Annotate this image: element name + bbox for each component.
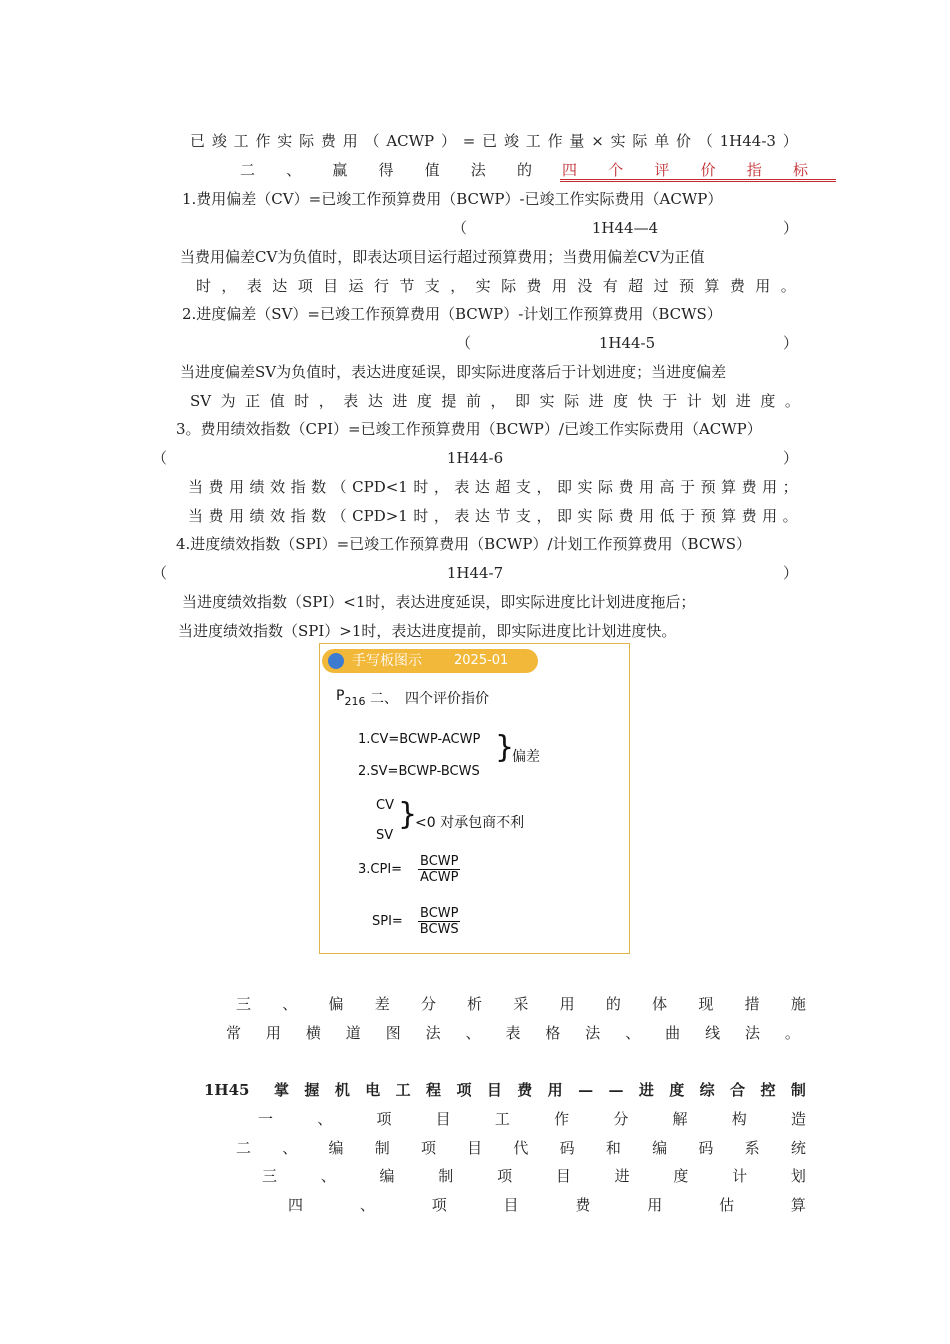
text-token: 四: [562, 161, 578, 179]
text-token: 道: [345, 1024, 361, 1042]
text-token: —: [578, 1081, 594, 1099]
text-token: 指: [746, 161, 762, 179]
text-token: 计: [732, 1167, 748, 1185]
text-token: （: [697, 132, 713, 150]
text-token: 、: [465, 1024, 481, 1042]
text-token: 费: [208, 507, 224, 525]
text-token: 计: [686, 392, 702, 410]
text-token: 用: [229, 478, 245, 496]
text-token: 达: [474, 478, 490, 496]
text-token: 际: [597, 478, 613, 496]
text-token: 二: [240, 161, 256, 179]
board-title: 手写板图示: [352, 653, 422, 669]
text-token: 值: [424, 161, 440, 179]
text-token: 。: [780, 277, 796, 295]
text-token: ，: [490, 392, 506, 410]
text-token: 项: [420, 1139, 436, 1157]
text-token: 构: [731, 1110, 747, 1128]
text-token: 、: [286, 161, 302, 179]
text-token: 低: [659, 507, 675, 525]
text-token: ）: [782, 449, 798, 467]
text-token: 实: [610, 132, 626, 150]
text-token: 正: [245, 392, 261, 410]
text-token: 进: [735, 392, 751, 410]
board-label-unfavorable: <0 对承包商不利: [415, 815, 525, 831]
text-token: ）: [782, 132, 798, 150]
text-token: 时: [294, 392, 310, 410]
text-token: 算: [721, 478, 737, 496]
text-token: 工: [525, 132, 541, 150]
text-token: 预: [700, 507, 716, 525]
text-token: 码: [559, 1139, 575, 1157]
text-token: 的: [605, 995, 621, 1013]
text-token: SV: [190, 392, 212, 410]
text-token: 行: [373, 277, 389, 295]
cv-explanation-cont: [196, 276, 796, 296]
text-token: 指: [290, 507, 306, 525]
text-token: 目: [467, 1139, 483, 1157]
text-token: 绩: [249, 478, 265, 496]
text-token: 当: [188, 478, 204, 496]
text-token: ，: [536, 507, 552, 525]
cv-formula: 1.费用偏差（CV）=已竣工作预算费用（BCWP）-已竣工作实际费用（ACWP）: [182, 190, 723, 208]
text-token: 达: [272, 277, 288, 295]
text-token: 。: [784, 392, 800, 410]
text-token: 高: [659, 478, 675, 496]
text-token: 目: [555, 1167, 571, 1185]
text-token: 法: [425, 1024, 441, 1042]
text-token: 超: [495, 478, 511, 496]
text-token: 竣: [503, 132, 519, 150]
text-token: 前: [465, 392, 481, 410]
text-token: 格: [545, 1024, 561, 1042]
text-token: 个: [608, 161, 624, 179]
text-token: 横: [305, 1024, 321, 1042]
board-item-spi: SPI=: [372, 914, 403, 929]
text-token: 1H44-3: [719, 132, 776, 150]
text-token: 作: [255, 132, 271, 150]
text-token: （: [152, 564, 168, 582]
text-token: 费: [320, 132, 336, 150]
text-token: 项: [431, 1196, 447, 1214]
text-token: 四: [288, 1196, 304, 1214]
text-token: 图: [385, 1024, 401, 1042]
cpi-formula-number: [152, 448, 798, 468]
text-token: 费: [517, 1081, 533, 1099]
text-token: 实: [277, 132, 293, 150]
text-token: 时: [413, 478, 429, 496]
item-cost-estimate: [288, 1195, 806, 1215]
text-token: 程: [426, 1081, 442, 1099]
board-item-cv: 1.CV=BCWP-ACWP: [358, 732, 481, 747]
text-token: 用: [762, 478, 778, 496]
text-token: 为: [220, 392, 236, 410]
text-token: 一: [258, 1110, 274, 1128]
text-token: 评: [654, 161, 670, 179]
text-token: 控: [760, 1081, 776, 1099]
text-token: 算: [704, 277, 720, 295]
text-token: 编: [652, 1139, 668, 1157]
board-title-tab: [322, 649, 538, 673]
text-token: 用: [342, 132, 358, 150]
cpi-explanation-1: [188, 477, 798, 497]
spi-explanation-1: 当进度绩效指数（SPI）<1时，表达进度延误，即实际进度比计划进度拖后；: [182, 593, 696, 611]
text-token: 已: [190, 132, 206, 150]
text-token: 码: [698, 1139, 714, 1157]
text-token: 综: [699, 1081, 715, 1099]
board-date: 2025-01: [454, 653, 509, 668]
text-token: 数: [311, 507, 327, 525]
text-token: 费: [526, 277, 542, 295]
text-token: 费: [618, 478, 634, 496]
text-token: 的: [516, 161, 532, 179]
text-token: 绩: [249, 507, 265, 525]
board-page-ref: $P_{216}$: [336, 688, 366, 708]
section-heading-earned-value: [240, 160, 532, 180]
text-token: 表: [454, 507, 470, 525]
text-token: 法: [470, 161, 486, 179]
cv-formula-number: [452, 218, 798, 238]
text-token: 于: [662, 392, 678, 410]
text-token: 度: [760, 392, 776, 410]
text-token: ，: [433, 507, 449, 525]
text-token: 支: [424, 277, 440, 295]
text-token: 目: [486, 1081, 502, 1099]
text-token: ，: [450, 277, 466, 295]
text-token: 、: [625, 1024, 641, 1042]
text-token: ；: [782, 478, 798, 496]
text-token: 得: [378, 161, 394, 179]
text-token: 提: [441, 392, 457, 410]
text-token: 分: [613, 1110, 629, 1128]
cpi-formula: 3。费用绩效指数（CPI）=已竣工作预算费用（BCWP）/已竣工作实际费用（ACWP）: [176, 420, 762, 438]
item-wbs: [258, 1109, 806, 1129]
item-schedule: [262, 1166, 806, 1186]
text-token: 用: [551, 277, 567, 295]
text-token: 值: [269, 392, 285, 410]
text-token: 。: [784, 1024, 800, 1042]
text-token: 度: [673, 1167, 689, 1185]
text-token: 解: [672, 1110, 688, 1128]
cpi-fraction: BCWP ACWP: [420, 854, 459, 885]
text-token: 、: [282, 995, 298, 1013]
board-heading: 二、 四个评价指价: [370, 691, 489, 707]
text-token: 用: [229, 507, 245, 525]
text-token: 项: [497, 1167, 513, 1185]
text-token: =: [462, 132, 476, 150]
text-token: 差: [374, 995, 390, 1013]
text-token: 项: [456, 1081, 472, 1099]
text-token: 措: [744, 995, 760, 1013]
red-underline-2: [560, 181, 836, 182]
text-token: 电: [365, 1081, 381, 1099]
board-cv: CV: [376, 798, 394, 813]
text-token: 划: [790, 1167, 806, 1185]
text-token: 法: [585, 1024, 601, 1042]
text-token: 标: [792, 161, 808, 179]
text-token: 价: [700, 161, 716, 179]
text-token: ×: [591, 132, 604, 150]
text-token: 目: [435, 1110, 451, 1128]
section-three-methods: [226, 1023, 800, 1043]
text-token: 算: [790, 1196, 806, 1214]
text-token: 表: [343, 392, 359, 410]
text-token: 费: [575, 1196, 591, 1214]
text-token: 和: [605, 1139, 621, 1157]
text-token: 用: [647, 1196, 663, 1214]
text-token: 际: [597, 507, 613, 525]
text-token: 竣: [211, 132, 227, 150]
text-token: 赢: [332, 161, 348, 179]
formula-acwp-line: [190, 131, 798, 151]
text-token: 支: [515, 507, 531, 525]
text-token: 统: [790, 1139, 806, 1157]
text-token: 项: [376, 1110, 392, 1128]
text-token: 进: [614, 1167, 630, 1185]
text-token: 时: [196, 277, 212, 295]
text-token: 费: [618, 507, 634, 525]
brace-2: }: [398, 797, 418, 832]
text-token: 费: [741, 478, 757, 496]
text-token: 当: [188, 507, 204, 525]
text-token: 二: [236, 1139, 252, 1157]
text-token: 项: [297, 277, 313, 295]
text-token: 用: [265, 1024, 281, 1042]
text-token: ）: [782, 564, 798, 582]
spi-fraction: BCWP BCWS: [419, 906, 459, 937]
brace-1: }: [495, 730, 515, 765]
text-token: 节: [495, 507, 511, 525]
text-token: —: [608, 1081, 624, 1099]
text-token: 合: [730, 1081, 746, 1099]
text-token: 效: [270, 507, 286, 525]
cpi-explanation-2: [188, 506, 798, 526]
text-token: 三: [236, 995, 252, 1013]
text-token: 制: [438, 1167, 454, 1185]
spi-explanation-2: 当进度绩效指数（SPI）>1时，表达进度提前，即实际进度比计划进度快。: [178, 622, 677, 640]
text-token: 节: [399, 277, 415, 295]
text-token: 分: [420, 995, 436, 1013]
text-token: 达: [367, 392, 383, 410]
board-sv: SV: [376, 828, 394, 843]
text-token: 快: [637, 392, 653, 410]
text-token: 三: [262, 1167, 278, 1185]
text-token: 即: [556, 478, 572, 496]
text-token: 进: [588, 392, 604, 410]
text-token: 握: [304, 1081, 320, 1099]
text-token: 目: [323, 277, 339, 295]
text-token: 作: [554, 1110, 570, 1128]
text-token: 于: [680, 507, 696, 525]
text-token: 1H44-5: [598, 334, 656, 352]
text-token: 法: [744, 1024, 760, 1042]
text-token: 算: [721, 507, 737, 525]
text-token: 制: [374, 1139, 390, 1157]
text-token: 支: [515, 478, 531, 496]
text-token: 用: [755, 277, 771, 295]
text-token: 效: [270, 478, 286, 496]
text-token: 体: [652, 995, 668, 1013]
text-token: 费: [741, 507, 757, 525]
text-token: 编: [379, 1167, 395, 1185]
text-token: 采: [513, 995, 529, 1013]
text-token: 达: [474, 507, 490, 525]
text-token: 造: [790, 1110, 806, 1128]
text-token: 1H44-7: [446, 564, 504, 582]
text-token: （: [456, 334, 472, 352]
text-token: 偏: [328, 995, 344, 1013]
text-token: 进: [392, 392, 408, 410]
text-token: 、: [317, 1110, 333, 1128]
text-token: 单: [654, 132, 670, 150]
text-token: 运: [348, 277, 364, 295]
text-token: CPD<1: [352, 478, 408, 496]
section-1h45-title: [274, 1080, 806, 1100]
text-token: ACWP: [386, 132, 435, 150]
text-token: 曲: [665, 1024, 681, 1042]
text-token: 即: [556, 507, 572, 525]
text-token: 过: [653, 277, 669, 295]
sv-formula-number: [456, 333, 798, 353]
four-indicators-highlight: [562, 160, 808, 180]
text-token: 掌: [274, 1081, 290, 1099]
text-token: 度: [416, 392, 432, 410]
text-token: 代: [513, 1139, 529, 1157]
text-token: 费: [208, 478, 224, 496]
text-token: 量: [569, 132, 585, 150]
text-token: 际: [501, 277, 517, 295]
text-token: 表: [505, 1024, 521, 1042]
sv-explanation-cont: [190, 391, 800, 411]
text-token: （: [331, 478, 347, 496]
text-token: 际: [564, 392, 580, 410]
text-token: 于: [680, 478, 696, 496]
text-token: 、: [320, 1167, 336, 1185]
text-token: 、: [359, 1196, 375, 1214]
text-token: 际: [632, 132, 648, 150]
board-label-deviation: 偏差: [512, 749, 540, 765]
sv-formula: 2.进度偏差（SV）=已竣工作预算费用（BCWP）-计划工作预算费用（BCWS）: [182, 305, 722, 323]
text-token: 实: [475, 277, 491, 295]
text-token: ，: [318, 392, 334, 410]
text-token: ）: [782, 219, 798, 237]
text-token: 用: [639, 478, 655, 496]
text-token: ，: [433, 478, 449, 496]
text-token: 线: [705, 1024, 721, 1042]
text-token: 价: [676, 132, 692, 150]
text-token: 常: [226, 1024, 242, 1042]
text-token: 1H44—4: [591, 219, 659, 237]
text-token: ）: [440, 132, 456, 150]
text-token: 费: [729, 277, 745, 295]
text-token: 表: [246, 277, 262, 295]
text-token: 预: [700, 478, 716, 496]
text-token: CPD>1: [352, 507, 408, 525]
text-token: 用: [762, 507, 778, 525]
text-token: 已: [482, 132, 498, 150]
text-token: 时: [413, 507, 429, 525]
text-token: 有: [602, 277, 618, 295]
text-token: （: [331, 507, 347, 525]
text-token: 目: [503, 1196, 519, 1214]
text-token: ）: [782, 334, 798, 352]
text-token: 编: [328, 1139, 344, 1157]
text-token: 即: [515, 392, 531, 410]
text-token: （: [452, 219, 468, 237]
text-token: 工: [233, 132, 249, 150]
text-token: 实: [539, 392, 555, 410]
text-token: ，: [221, 277, 237, 295]
text-token: 、: [282, 1139, 298, 1157]
text-token: 度: [613, 392, 629, 410]
text-token: 系: [744, 1139, 760, 1157]
text-token: 制: [790, 1081, 806, 1099]
text-token: 。: [782, 507, 798, 525]
text-token: 指: [290, 478, 306, 496]
spi-formula: 4.进度绩效指数（SPI）=已竣工作预算费用（BCWP）/计划工作预算费用（BCWS）: [176, 535, 751, 553]
text-token: 用: [547, 1081, 563, 1099]
text-token: 施: [790, 995, 806, 1013]
text-token: 实: [577, 478, 593, 496]
item-coding-system: [236, 1138, 806, 1158]
text-token: 没: [577, 277, 593, 295]
text-token: ，: [536, 478, 552, 496]
section-three-heading: [236, 994, 806, 1014]
text-token: 用: [559, 995, 575, 1013]
text-token: 用: [639, 507, 655, 525]
sv-explanation: 当进度偏差SV为负值时，表达进度延误，即实际进度落后于计划进度；当进度偏差: [180, 363, 727, 381]
text-token: 析: [467, 995, 483, 1013]
text-token: 际: [299, 132, 315, 150]
text-token: 划: [711, 392, 727, 410]
board-item-sv: 2.SV=BCWP-BCWS: [358, 764, 480, 779]
text-token: 工: [395, 1081, 411, 1099]
section-1h45-code: 1H45: [204, 1081, 250, 1099]
text-token: （: [364, 132, 380, 150]
text-token: 估: [719, 1196, 735, 1214]
text-token: 机: [334, 1081, 350, 1099]
text-token: 进: [638, 1081, 654, 1099]
text-token: （: [152, 449, 168, 467]
board-item-cpi: 3.CPI=: [358, 862, 403, 877]
text-token: 实: [577, 507, 593, 525]
handwriting-board-figure: [319, 643, 630, 954]
text-token: 表: [454, 478, 470, 496]
text-token: 度: [669, 1081, 685, 1099]
pen-icon: [328, 653, 344, 669]
cv-explanation: 当费用偏差CV为负值时，即表达项目运行超过预算费用；当费用偏差CV为正值: [180, 248, 705, 266]
text-token: 超: [628, 277, 644, 295]
text-token: 数: [311, 478, 327, 496]
text-token: 1H44-6: [446, 449, 504, 467]
text-token: 预: [679, 277, 695, 295]
spi-formula-number: [152, 563, 798, 583]
text-token: 作: [547, 132, 563, 150]
red-underline: [560, 179, 836, 180]
text-token: 工: [494, 1110, 510, 1128]
text-token: 现: [698, 995, 714, 1013]
